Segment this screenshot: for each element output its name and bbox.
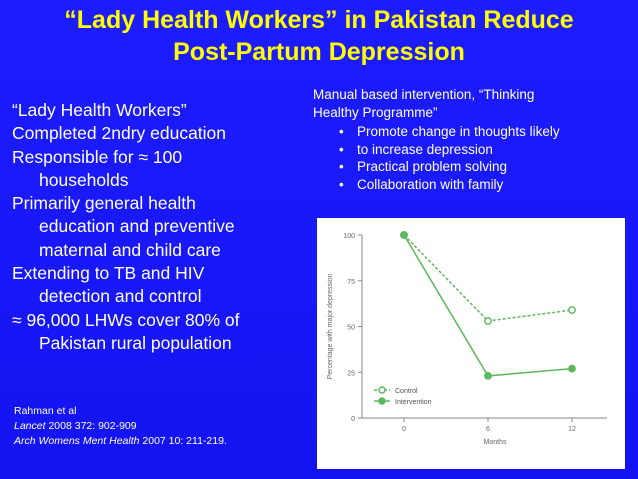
- lhw-line: “Lady Health Workers”: [12, 100, 187, 120]
- legend-marker-intervention: [379, 398, 385, 404]
- x-tick-label: 0: [402, 426, 406, 433]
- reference-2: [14, 434, 314, 449]
- lhw-line: ≈ 96,000 LHWs cover 80% of: [12, 309, 240, 330]
- y-tick-label: 100: [343, 233, 355, 240]
- lhw-line: Primarily general health: [12, 193, 196, 214]
- reference-2-journal: Arch Womens Ment Health: [14, 435, 140, 447]
- lhw-line: education and preventive: [39, 216, 235, 237]
- lhw-line: maternal and child care: [39, 239, 221, 260]
- depression-chart: [317, 218, 625, 469]
- chart-svg: [317, 218, 625, 469]
- lhw-line: detection and control: [39, 286, 202, 307]
- lhw-line: Extending to TB and HIV: [12, 263, 205, 284]
- y-tick-label: 25: [347, 370, 355, 378]
- reference-2-details: 2007 10: 211-219.: [139, 435, 227, 447]
- intervention-line1: Manual based intervention, “Thinking: [313, 87, 535, 102]
- lhw-line: Completed 2ndry education: [12, 123, 227, 144]
- lhw-line: households: [39, 169, 129, 190]
- intervention-bullets: [313, 123, 633, 193]
- reference-1-journal: Lancet: [14, 420, 46, 432]
- legend-label-control: Control: [395, 388, 418, 395]
- y-axis-label: Percentage with major depression: [327, 273, 334, 380]
- series-line-intervention: [404, 235, 572, 376]
- legend-marker-control: [379, 387, 385, 393]
- lhw-description: [12, 99, 304, 355]
- y-tick-label: 0: [351, 416, 355, 423]
- legend-label-intervention: Intervention: [395, 399, 432, 406]
- series-point-intervention: [569, 365, 575, 371]
- y-tick-label: 75: [347, 278, 355, 286]
- series-point-intervention: [485, 373, 491, 379]
- lhw-line: Responsible for ≈ 100: [12, 146, 183, 167]
- reference-1-details: 2008 372: 902-909: [45, 420, 137, 432]
- x-tick-label: 12: [568, 426, 576, 433]
- x-tick-label: 6: [486, 426, 490, 433]
- intervention-description: [313, 86, 633, 193]
- intervention-bullet: • Promote change in thoughts likely: [339, 123, 633, 141]
- slide-title-line1: “Lady Health Workers” in Pakistan Reduce: [64, 6, 574, 34]
- intervention-bullet: • Practical problem solving: [339, 158, 633, 176]
- reference-1: [14, 419, 314, 434]
- series-point-control: [485, 318, 491, 324]
- series-point-control: [569, 307, 575, 313]
- slide-title-line2: Post-Partum Depression: [173, 38, 465, 66]
- series-point-intervention: [401, 232, 407, 238]
- intervention-bullet-continuation: • to increase depression: [339, 141, 633, 159]
- intervention-bullet: • Collaboration with family: [339, 176, 633, 194]
- intervention-line2: Healthy Programme”: [313, 104, 438, 120]
- reference-author: Rahman et al: [14, 405, 77, 417]
- y-tick-label: 50: [347, 324, 355, 332]
- references: [14, 404, 314, 449]
- x-axis-label: Months: [483, 439, 507, 446]
- lhw-line: Pakistan rural population: [39, 332, 232, 353]
